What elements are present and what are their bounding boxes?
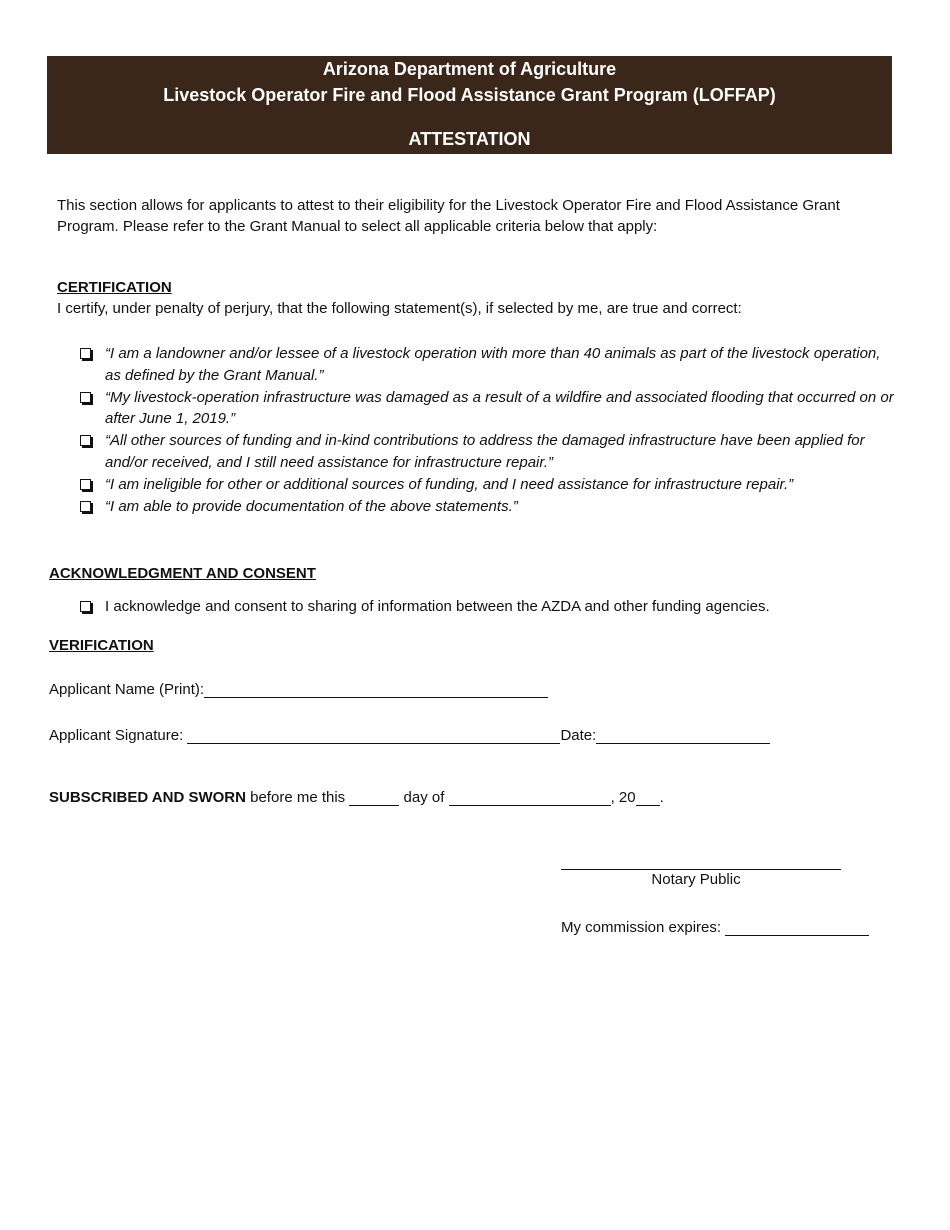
certification-item-text: “I am a landowner and/or lessee of a livestock operation with more than 40 animals as part of the livestock operation, as defined by the Grant Manual.”: [105, 345, 881, 384]
org-name: Arizona Department of Agriculture: [322, 59, 617, 79]
verification-heading: VERIFICATION: [49, 637, 154, 654]
applicant-signature-row: [49, 726, 770, 744]
page-title: ATTESTATION: [408, 129, 531, 149]
sworn-day-of-text: day of: [403, 789, 445, 806]
checkbox[interactable]: [80, 501, 91, 512]
sworn-end: .: [659, 789, 664, 806]
applicant-name-row: [49, 680, 548, 698]
checkbox[interactable]: [80, 348, 91, 359]
sworn-day-field[interactable]: [349, 788, 399, 806]
acknowledgment-heading: ACKNOWLEDGMENT AND CONSENT: [49, 565, 316, 582]
sworn-before-text: before me this: [250, 789, 346, 806]
certification-heading: CERTIFICATION: [57, 279, 172, 296]
commission-expires-field[interactable]: [725, 918, 869, 936]
certification-item: [78, 496, 898, 518]
notary-signature-line[interactable]: [561, 852, 841, 870]
intro-text: This section allows for applicants to attest to their eligibility for the Livestock Operator Fire and Flood Assistance Grant Program. Please refer to the Grant Manual to select all applicable criteria below that apply:: [57, 197, 840, 235]
commission-row: [561, 918, 869, 936]
acknowledgment-item-text: I acknowledge and consent to sharing of information between the AZDA and other funding agencies.: [105, 598, 770, 615]
checkbox[interactable]: [80, 392, 91, 403]
checkbox[interactable]: [80, 479, 91, 490]
program-name: Livestock Operator Fire and Flood Assistance Grant Program (LOFFAP): [163, 85, 776, 105]
certification-item: [78, 474, 898, 496]
checkbox[interactable]: [80, 435, 91, 446]
certification-item-text: “My livestock-operation infrastructure was damaged as a result of a wildfire and associated flooding that occurred on or after June 1, 2019.”: [105, 388, 894, 427]
certification-item: [78, 430, 898, 473]
checkbox[interactable]: [80, 601, 91, 612]
date-label: Date:: [560, 727, 597, 744]
acknowledgment-list: [78, 596, 898, 618]
certification-item-text: “I am able to provide documentation of the above statements.”: [105, 497, 518, 515]
sworn-year-prefix: , 20: [610, 789, 636, 806]
sworn-statement: [49, 788, 664, 806]
certification-item: [78, 343, 898, 386]
applicant-name-field[interactable]: [204, 680, 548, 698]
date-field[interactable]: [596, 726, 770, 744]
sworn-month-field[interactable]: [449, 788, 611, 806]
certification-statement: I certify, under penalty of perjury, that the following statement(s), if selected by me, are true and correct:: [57, 300, 742, 317]
sworn-bold-text: SUBSCRIBED AND SWORN: [49, 789, 246, 806]
certification-item: [78, 387, 898, 430]
sworn-year-field[interactable]: [636, 788, 660, 806]
certification-item-text: “I am ineligible for other or additional sources of funding, and I need assistance for infrastructure repair.”: [105, 475, 794, 493]
applicant-signature-label: Applicant Signature:: [49, 727, 184, 744]
commission-label: My commission expires:: [561, 919, 722, 936]
applicant-signature-field[interactable]: [187, 726, 560, 744]
certification-item-text: “All other sources of funding and in-kind contributions to address the damaged infrastructure have been applied for and/or received, and I still need assistance for infrastructure repair.”: [105, 432, 865, 471]
notary-label: Notary Public: [651, 871, 741, 888]
document-header: [47, 56, 892, 154]
acknowledgment-item: [78, 596, 898, 618]
applicant-name-label: Applicant Name (Print):: [49, 681, 205, 698]
certification-list: [78, 343, 898, 518]
